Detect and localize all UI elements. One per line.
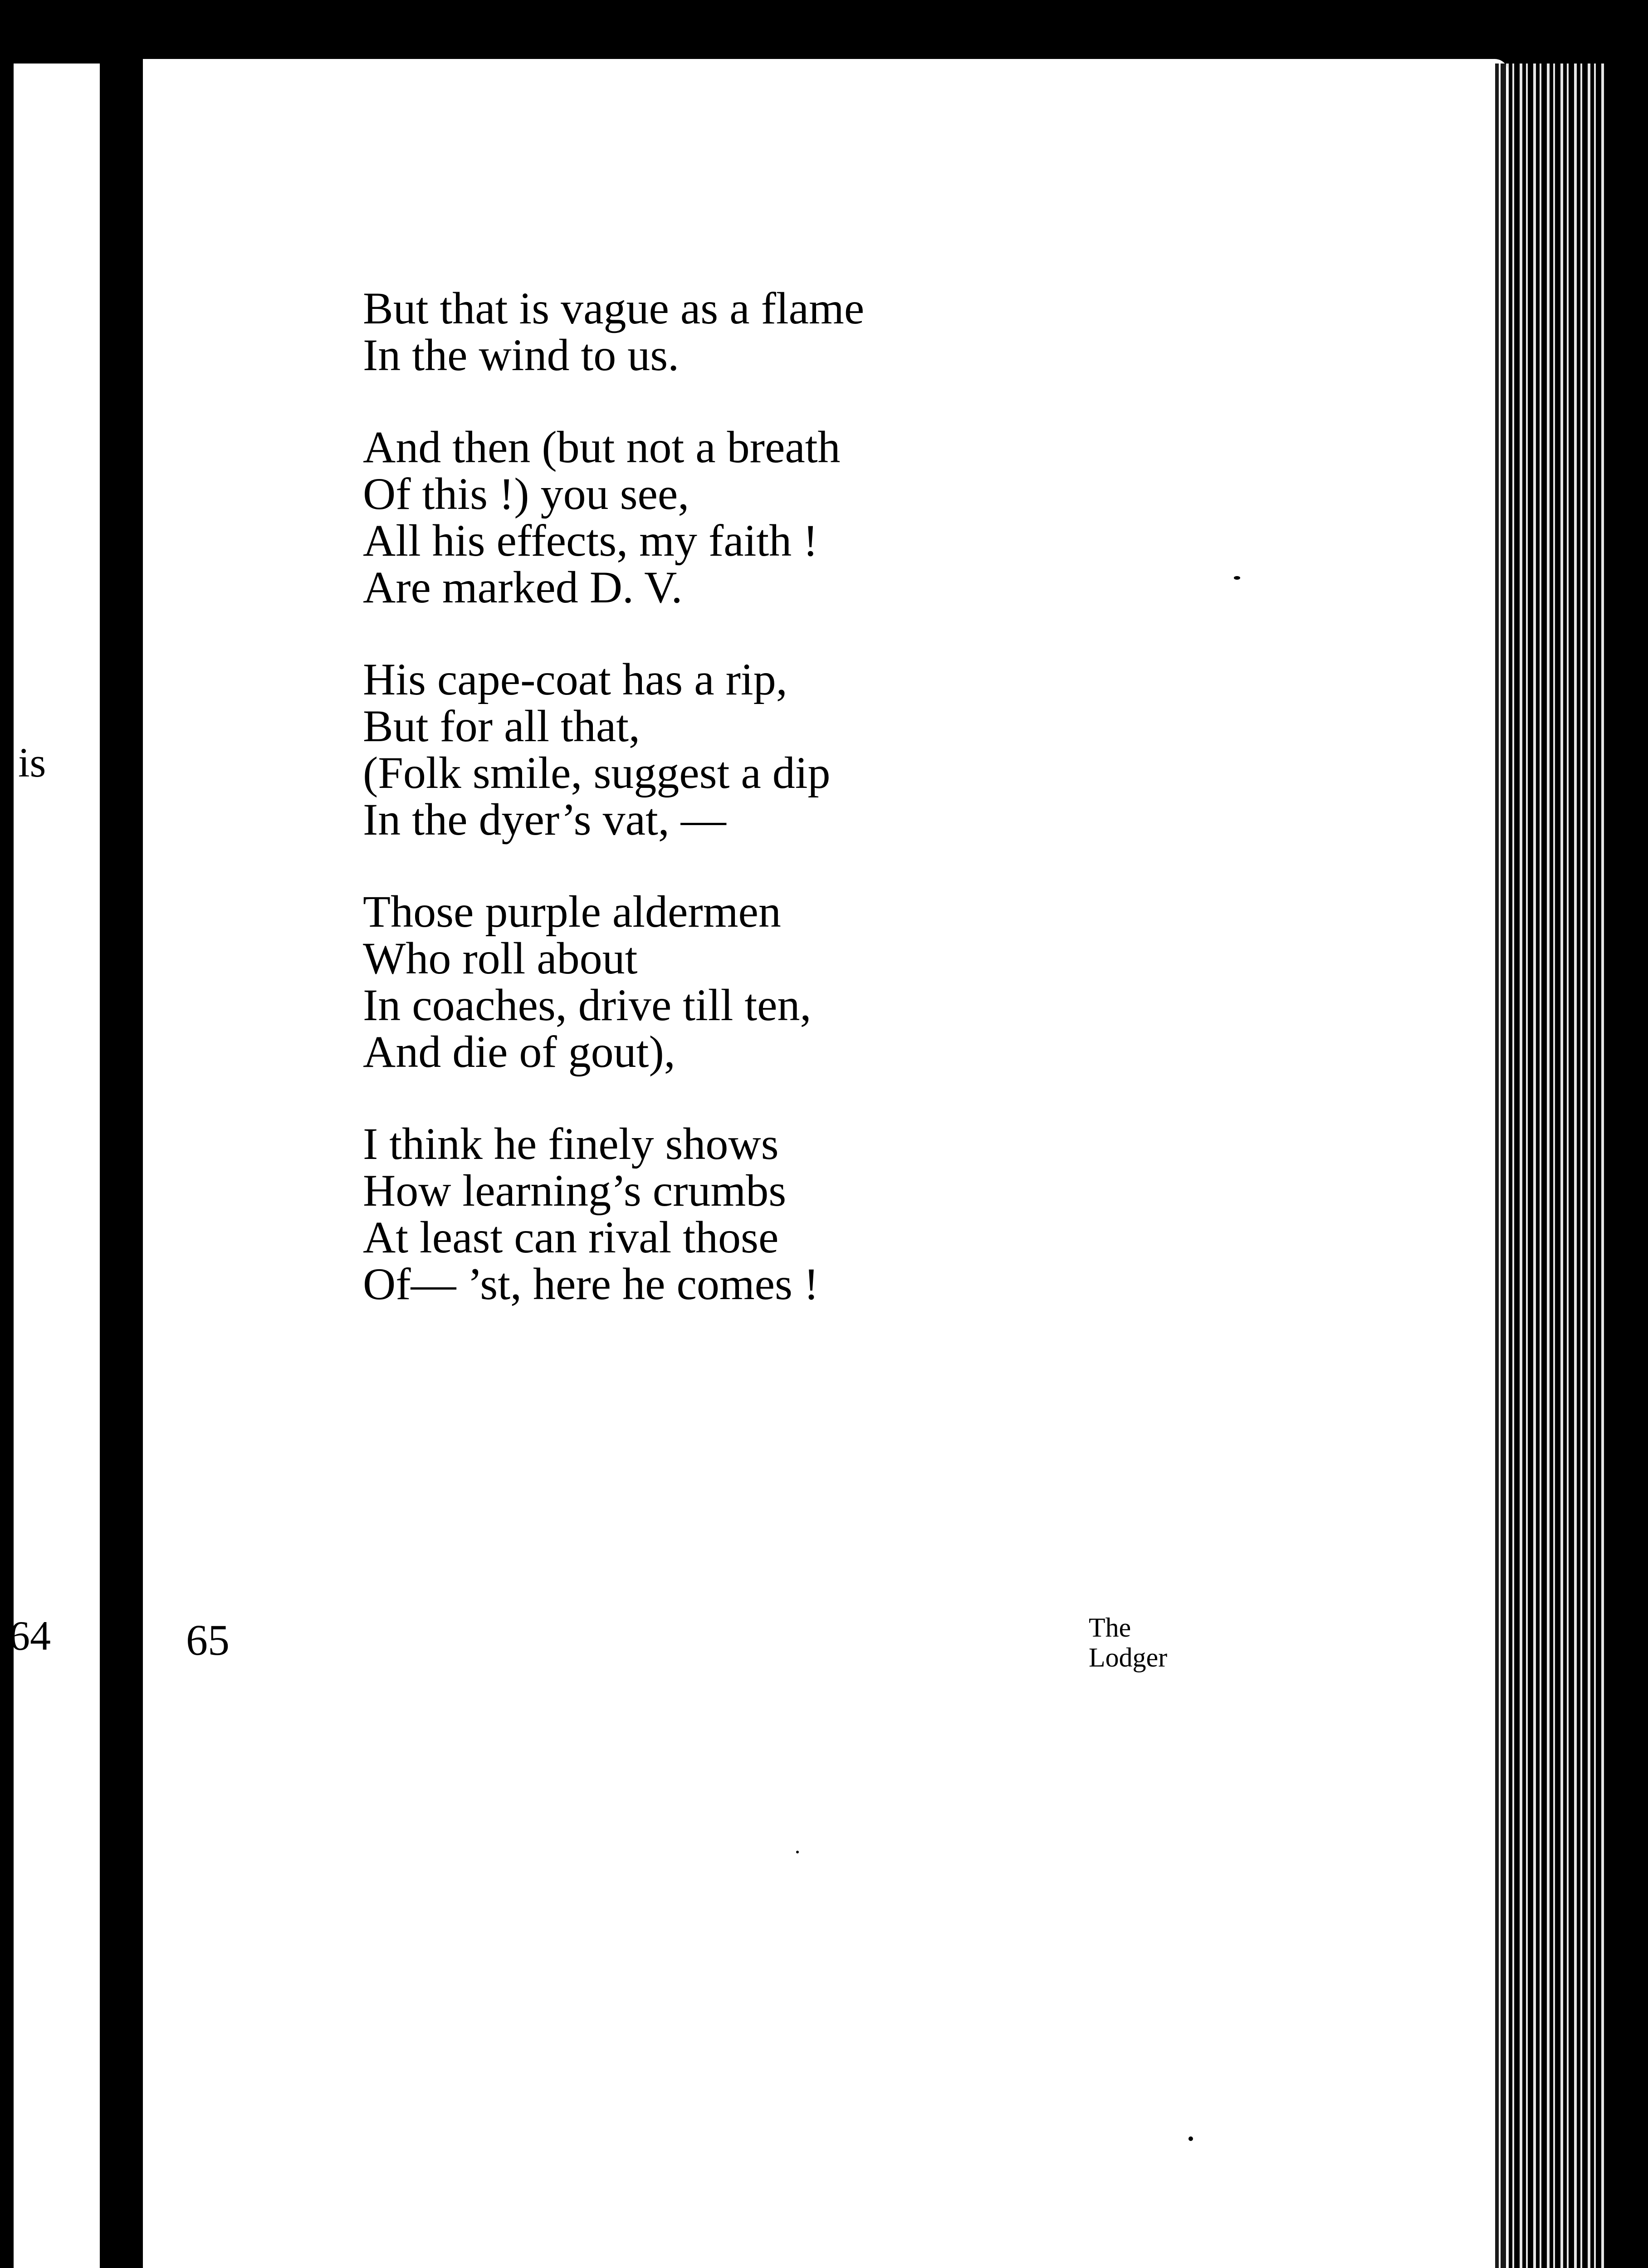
stanza [363,888,1406,1075]
stanza [363,285,1406,378]
poem-line: Of— ’st, here he comes ! [363,1259,819,1309]
poem-line: (Folk smile, suggest a dip [363,748,831,798]
poem-line: His cape-coat has a rip, [363,654,787,704]
poem-line: Are marked D. V. [363,562,683,612]
poem-line: Those purple aldermen [363,886,781,937]
poem [363,285,1406,1353]
poem-line: But for all that, [363,701,640,751]
poem-line: How learning’s crumbs [363,1165,787,1216]
previous-page-number: 64 [9,1613,51,1659]
poem-line: All his effects, my faith ! [363,515,818,566]
running-head [1089,1613,1167,1672]
stanza [363,656,1406,843]
page-block-edge [1492,64,1606,2268]
poem-line: At least can rival those [363,1212,779,1262]
poem-line: In the dyer’s vat, — [363,794,726,845]
book-spine [100,64,143,2268]
scan-speck [1188,2136,1193,2141]
previous-page-text-fragment: is [18,739,46,786]
poem-line: And die of gout), [363,1026,675,1077]
running-head-line: Lodger [1089,1642,1168,1672]
poem-line: Who roll about [363,933,638,983]
scan-speck [796,1851,799,1853]
poem-line: But that is vague as a flame [363,283,865,333]
stanza [363,1120,1406,1307]
poem-line: I think he finely shows [363,1119,779,1169]
running-head-line: The [1089,1613,1131,1642]
poem-line: And then (but not a breath [363,422,841,472]
scan-speck [1234,576,1240,580]
poem-line: In coaches, drive till ten, [363,980,812,1030]
poem-line: In the wind to us. [363,330,680,380]
previous-page-edge [14,64,100,2268]
stanza [363,424,1406,611]
poem-line: Of this !) you see, [363,469,690,519]
page-number: 65 [186,1616,230,1664]
